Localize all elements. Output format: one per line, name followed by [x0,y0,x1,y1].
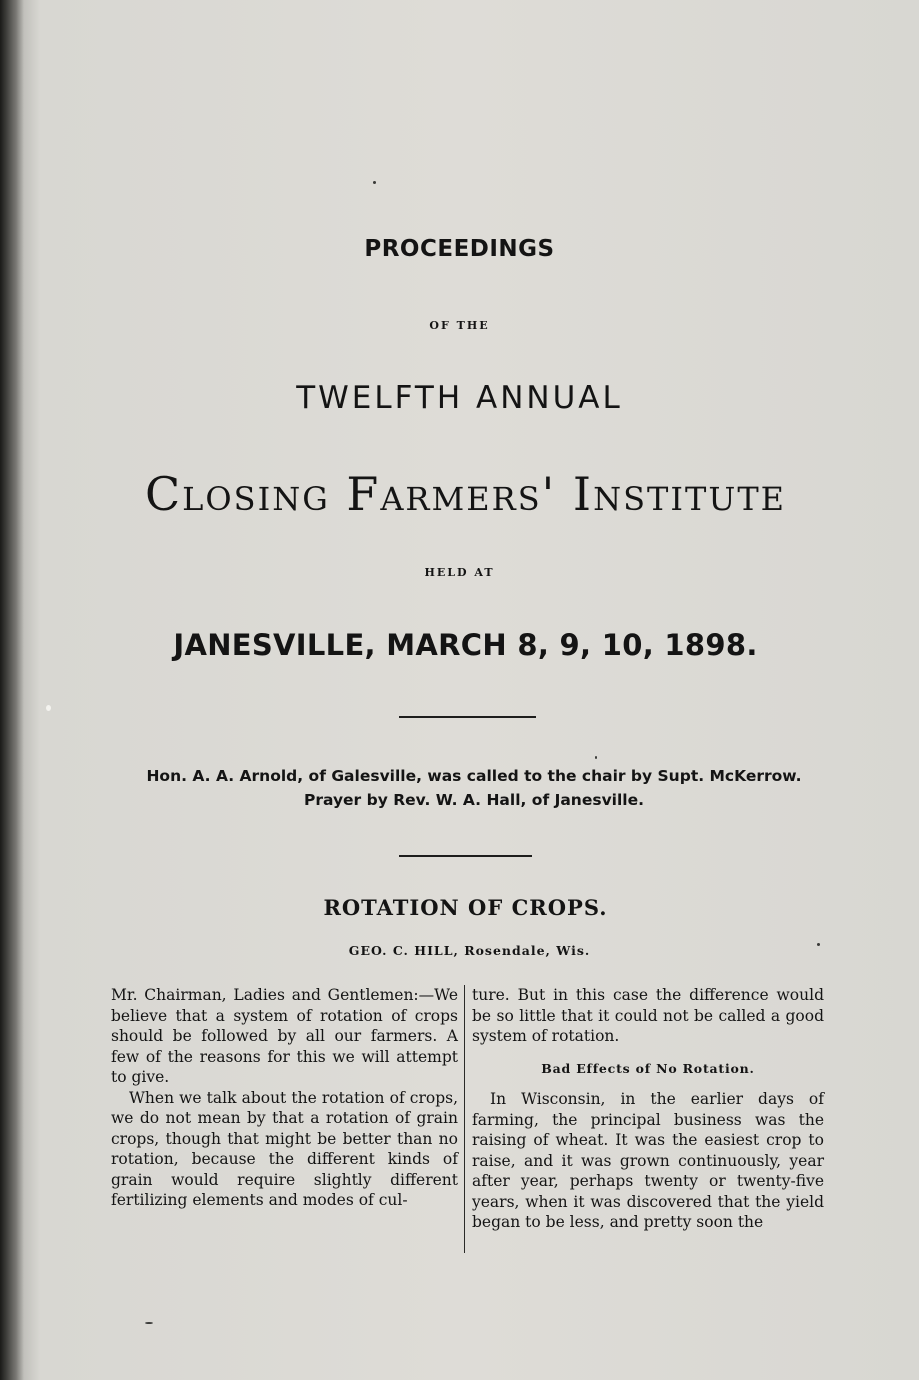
divider-rule [399,855,532,857]
scan-speck [46,705,51,711]
title-place-date: JANESVILLE, MARCH 8, 9, 10, 1898. [173,628,758,662]
chair-notice-line1: Hon. A. A. Arnold, of Galesville, was called to the chair by Supt. McKerrow. [146,767,802,785]
article-column-left [111,985,458,1211]
paragraph: In Wisconsin, in the earlier days of farming, the principal business was the raising of wheat. It was the easiest crop to raise, and it was grown continuously, year after year, perhaps twenty or twenty-five years, when it was discovered that the yield began to be less, and pretty soon the [472,1090,824,1231]
paragraph: Mr. Chairman, Ladies and Gentlemen:—We believe that a system of rotation of crops should be followed by all our farmers. A few of the reasons for this we will attempt to give. [111,986,458,1086]
column-divider [464,985,465,1253]
chair-notice-line2: Prayer by Rev. W. A. Hall, of Janesville. [303,791,645,809]
title-proceedings: PROCEEDINGS [364,236,555,262]
scan-speck [373,181,376,184]
scan-speck [817,943,820,946]
title-institute: Closing Farmers' Institute [144,467,787,521]
article-column-right [472,985,824,1233]
divider-rule [399,716,536,718]
paragraph: ture. But in this case the difference would be so little that it could not be called a good system of rotation. [472,986,824,1045]
title-twelfth-annual: TWELFTH ANNUAL [296,380,623,416]
article-author: GEO. C. HILL, Rosendale, Wis. [348,943,591,958]
chair-notice [119,764,829,812]
paragraph: When we talk about the rotation of crops, we do not mean by that a rotation of grain crops, though that might be better than no rotation, because the different kinds of grain would require slightly different fertilizing elements and modes of cul- [111,1088,458,1209]
title-of-the: OF THE [429,319,490,332]
section-subheading: Bad Effects of No Rotation. [541,1060,755,1076]
title-held-at: HELD AT [424,566,495,579]
article-heading: ROTATION OF CROPS. [323,895,608,920]
scan-speck [145,1322,153,1324]
scan-speck [595,756,597,759]
book-binding-edge [0,0,24,1380]
